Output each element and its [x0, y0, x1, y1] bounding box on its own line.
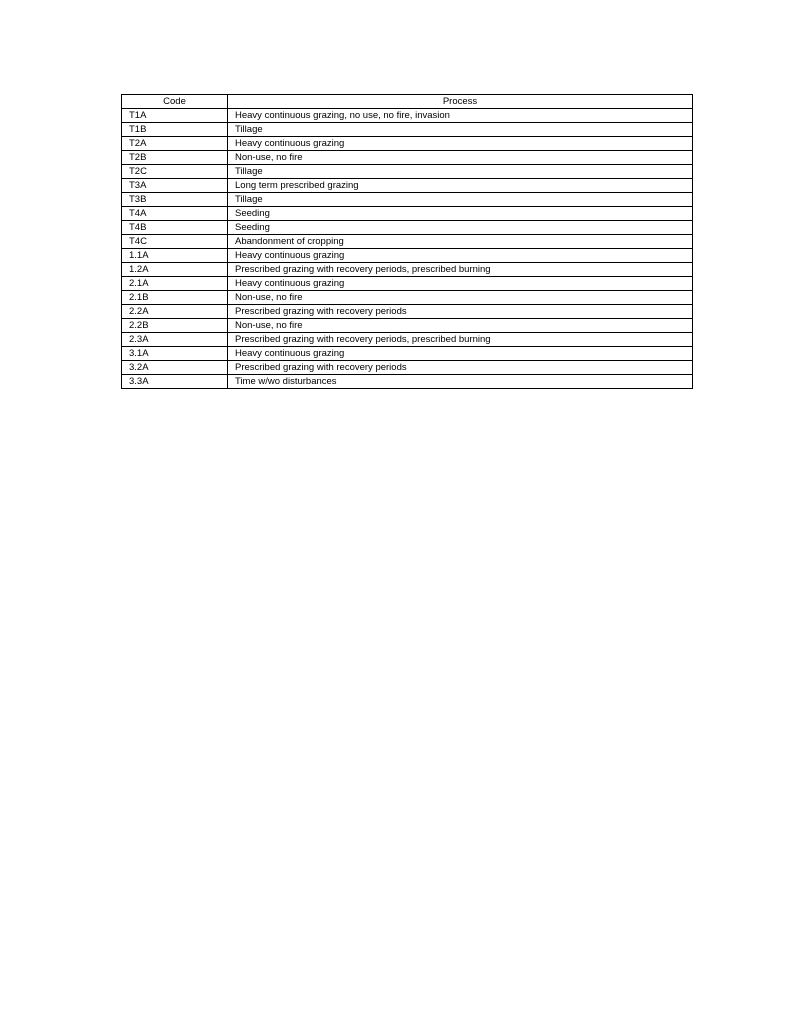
code-cell: T3A — [122, 179, 228, 193]
code-cell: T4C — [122, 235, 228, 249]
table-row — [122, 263, 693, 277]
code-cell: 3.1A — [122, 347, 228, 361]
table-row — [122, 277, 693, 291]
process-cell: Prescribed grazing with recovery periods, prescribed burning — [228, 263, 693, 277]
code-cell: 2.1A — [122, 277, 228, 291]
code-cell: T4A — [122, 207, 228, 221]
code-cell: 2.2A — [122, 305, 228, 319]
process-cell: Abandonment of cropping — [228, 235, 693, 249]
process-cell: Heavy continuous grazing — [228, 347, 693, 361]
process-cell: Heavy continuous grazing — [228, 137, 693, 151]
process-table — [121, 94, 693, 389]
table-row — [122, 179, 693, 193]
process-cell: Non-use, no fire — [228, 291, 693, 305]
table-row — [122, 361, 693, 375]
column-header-process: Process — [228, 95, 693, 109]
process-cell: Non-use, no fire — [228, 151, 693, 165]
code-cell: 1.1A — [122, 249, 228, 263]
table-row — [122, 165, 693, 179]
process-cell: Heavy continuous grazing, no use, no fire, invasion — [228, 109, 693, 123]
table-row — [122, 207, 693, 221]
code-cell: T4B — [122, 221, 228, 235]
table-row — [122, 123, 693, 137]
code-cell: T3B — [122, 193, 228, 207]
process-cell: Tillage — [228, 123, 693, 137]
code-cell: 1.2A — [122, 263, 228, 277]
table-row — [122, 319, 693, 333]
code-cell: 2.1B — [122, 291, 228, 305]
table-row — [122, 109, 693, 123]
code-cell: T2B — [122, 151, 228, 165]
code-cell: 2.2B — [122, 319, 228, 333]
table-row — [122, 221, 693, 235]
process-cell: Long term prescribed grazing — [228, 179, 693, 193]
process-cell: Heavy continuous grazing — [228, 249, 693, 263]
code-cell: T1A — [122, 109, 228, 123]
process-cell: Heavy continuous grazing — [228, 277, 693, 291]
code-cell: T1B — [122, 123, 228, 137]
table-row — [122, 193, 693, 207]
table-row — [122, 249, 693, 263]
column-header-code: Code — [122, 95, 228, 109]
table-row — [122, 347, 693, 361]
table-row — [122, 305, 693, 319]
table-header-row — [122, 95, 693, 109]
code-cell: 3.2A — [122, 361, 228, 375]
process-cell: Prescribed grazing with recovery periods — [228, 361, 693, 375]
process-cell: Prescribed grazing with recovery periods, prescribed burning — [228, 333, 693, 347]
code-cell: T2C — [122, 165, 228, 179]
table-row — [122, 235, 693, 249]
table-row — [122, 151, 693, 165]
table-row — [122, 137, 693, 151]
process-cell: Tillage — [228, 193, 693, 207]
process-cell: Time w/wo disturbances — [228, 375, 693, 389]
table-row — [122, 291, 693, 305]
process-cell: Non-use, no fire — [228, 319, 693, 333]
process-cell: Seeding — [228, 221, 693, 235]
process-cell: Prescribed grazing with recovery periods — [228, 305, 693, 319]
table-row — [122, 333, 693, 347]
code-cell: T2A — [122, 137, 228, 151]
code-cell: 2.3A — [122, 333, 228, 347]
process-cell: Seeding — [228, 207, 693, 221]
table-row — [122, 375, 693, 389]
process-cell: Tillage — [228, 165, 693, 179]
code-cell: 3.3A — [122, 375, 228, 389]
